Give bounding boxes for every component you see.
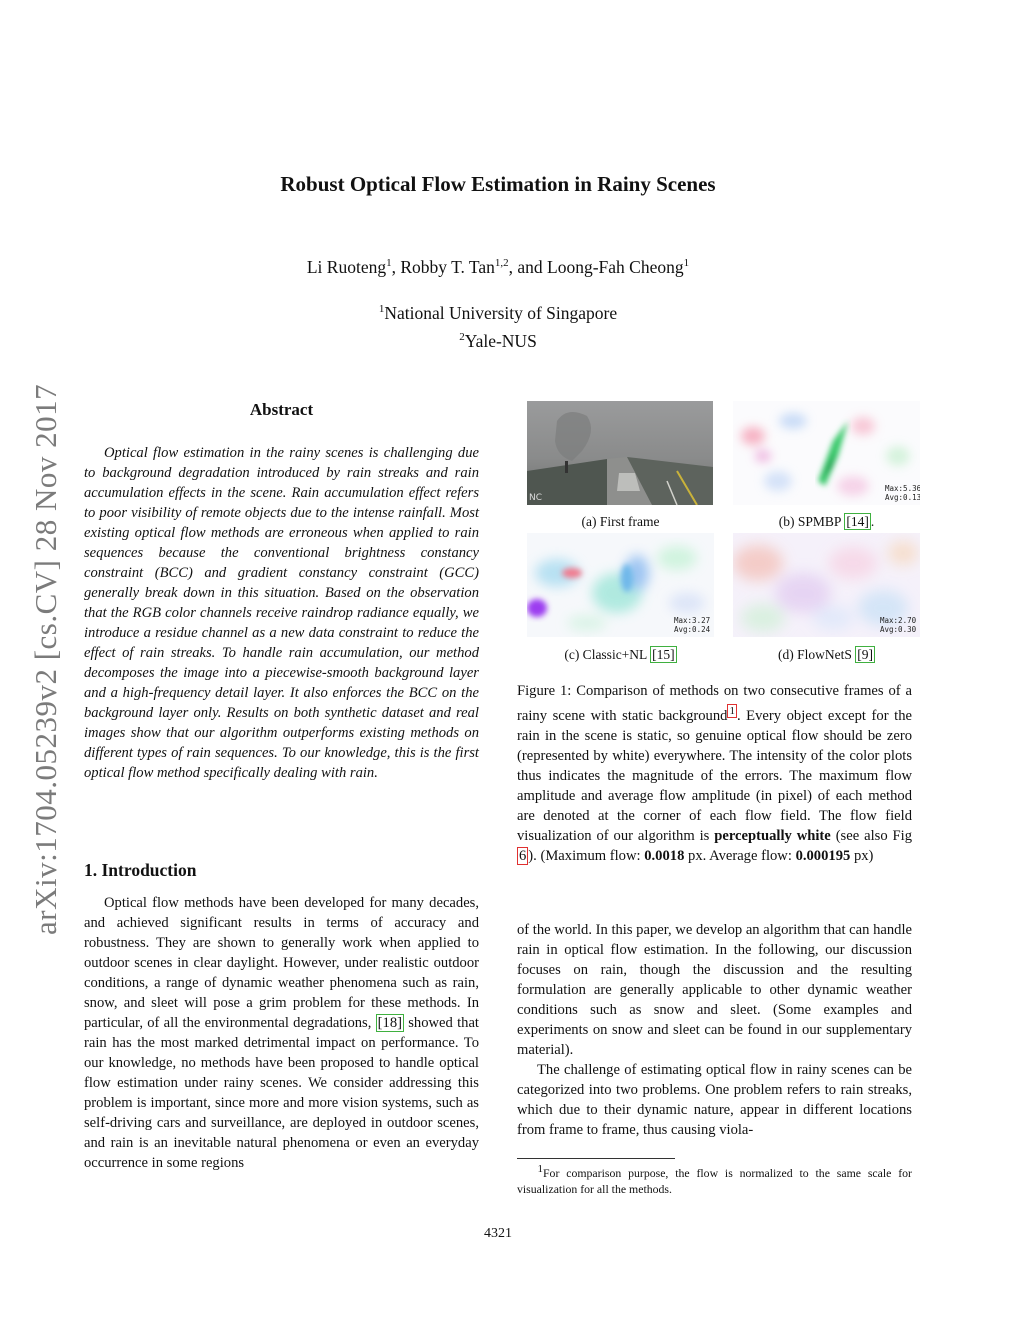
caption-text: . Every object except for the rain in the scene is static, so genuine optical flow should be zero (represented by white) everywhere. The intensity of the color plots thus indicates the magnitude of the errors. The maximum flow amplitude and average flow amplitude (in pixel) of each method are denoted at the corner of each flow field. The flow field visualization of our algorithm is [517,707,913,844]
affiliation-mark: 2 [459,330,465,343]
caption-text: (d) FlowNetS [778,647,856,662]
caption-text: (b) SPMBP [778,514,845,529]
photo-overlay-text: NC [529,493,543,503]
section-heading-introduction: 1. Introduction [84,860,197,880]
avg-flow-label: Avg:0.30 [880,625,917,634]
footnote [517,1161,912,1197]
citation-link[interactable]: [18] [377,1015,402,1031]
author-affiliation-mark: 1,2 [494,257,509,270]
avg-flow-label: Avg:0.24 [674,625,711,634]
citation-link[interactable]: [14] [846,514,869,529]
author-name: Li Ruoteng [306,257,387,277]
subfigure-caption-d [733,647,920,663]
affiliation-mark: 1 [378,303,385,315]
citation-link[interactable]: [15] [652,647,675,662]
caption-emphasis: perceptually white [714,827,831,844]
caption-emphasis: 0.000195 [795,847,851,864]
footnote-link[interactable]: 1 [729,705,735,717]
footnote-divider [517,1158,675,1159]
author-affiliation-mark: 1 [683,257,690,270]
figure-1 [527,401,920,666]
author-list [0,257,996,278]
caption-text: . [870,514,875,529]
caption-text: px. Average flow: [684,847,796,864]
right-column-body [517,920,912,1140]
figure-1-caption [517,681,912,866]
caption-text: (see also Fig [830,827,912,844]
affiliation-line [0,297,996,325]
paragraph: of the world. In this paper, we develop an algorithm that can handle rain in optical flow estimation. In the following, our discussion focuses on rain, though the discussion and the resulting formulation are generally applicable to other dynamic weather conditions such as snow and sleet. (Some examples and experiments on snow and sleet can be found in our supplementary material). [517,922,912,1058]
intro-text: showed that rain has the most marked detrimental impact on performance. To our knowledge, no methods have been proposed to handle optical flow estimation under rainy scenes. We consider addressing this problem is important, since more and more vision systems, such as self-driving cars and surveillance, are deployed in outdoor scenes, and rain is an inevitable natural phenomena or even an everyday occurrence in some regions [84,1015,479,1171]
affiliation-name: Yale-NUS [464,330,537,351]
footnote-text: For comparison purpose, the flow is normalized to the same scale for visualization for all the methods. [517,1165,912,1196]
abstract-heading: Abstract [249,400,314,419]
author-name: , Robby T. Tan [391,257,495,277]
author-name: , and Loong-Fah Cheong [508,257,684,277]
figure-link[interactable]: 6 [519,847,527,864]
subfigure-caption-b [733,514,920,530]
caption-text: ). (Maximum flow: [528,847,645,864]
rainy-scene-photo [527,401,713,505]
subfigure-caption-a: (a) First frame [581,514,660,529]
flow-field-spmbp [733,401,920,505]
abstract-body: Optical flow estimation in the rainy scenes is challenging due to background degradation introduced by rain streaks and rain accumulation effects in the scene. Rain accumulation effect refers to poor visibility of remote objects due to the intense rainfall. Most existing optical flow methods are erroneous when applied to rain sequences because the conventional brightness constancy constraint (BCC) and gradient constancy constraint (GCC) generally break down in this situation. Based on the observation that the RGB color channels receive raindrop radiance equally, we introduce a residue channel as a new data constraint to reduce the effect of rain streaks. To handle rain accumulation, our method decomposes the image into a piecewise-smooth background layer and a high-frequency detail layer. It also enforces the BCC on the background layer only. Results on both synthetic dataset and real images show that our algorithm outperforms existing methods on different types of rain sequences. To our knowledge, this is the first optical flow method specifically dealing with rain. [84,445,479,781]
affiliation-line [0,325,996,353]
paper-title: Robust Optical Flow Estimation in Rainy Scenes [280,172,716,196]
affiliations [0,297,996,353]
author-affiliation-mark: 1 [386,257,392,270]
caption-emphasis: 0.0018 [644,847,685,864]
subfigure-caption-c [527,647,714,663]
flow-field-flownets [733,533,920,637]
max-flow-label: Max:3.27 [674,616,711,625]
intro-text: Optical flow methods have been developed for many decades, and achieved significant results in terms of accuracy and robustness. They are shown to generally work when applied to outdoor scenes in clear daylight. However, under realistic outdoor conditions, a range of dynamic weather phenomena such as rain, snow, and sleet will pose a grim problem for these methods. In particular, of all the environmental degradations, [84,895,479,1031]
affiliation-name: National University of Singapore [384,302,618,323]
max-flow-label: Max:2.70 [880,616,917,625]
citation-link[interactable]: [9] [857,647,873,662]
introduction-body [84,893,479,1173]
page-number: 4321 [484,1226,512,1241]
max-flow-label: Max:5.36 [885,484,920,493]
caption-text: Figure 1: Comparison of methods on two consecutive frames of a rainy scene with static background [517,683,912,724]
paragraph: The challenge of estimating optical flow in rainy scenes can be categorized into two problems. One problem refers to rain streaks, which due to their dynamic nature, appear in different locations from frame to frame, thus causing viola- [517,1062,912,1138]
flow-field-classic-nl [527,533,714,637]
arxiv-identifier: arXiv:1704.05239v2 [cs.CV] 28 Nov 2017 [28,383,63,935]
caption-text: px) [850,847,874,864]
caption-text: (c) Classic+NL [564,647,651,662]
footnote-mark: 1 [537,1163,543,1175]
avg-flow-label: Avg:0.13 [885,493,920,502]
